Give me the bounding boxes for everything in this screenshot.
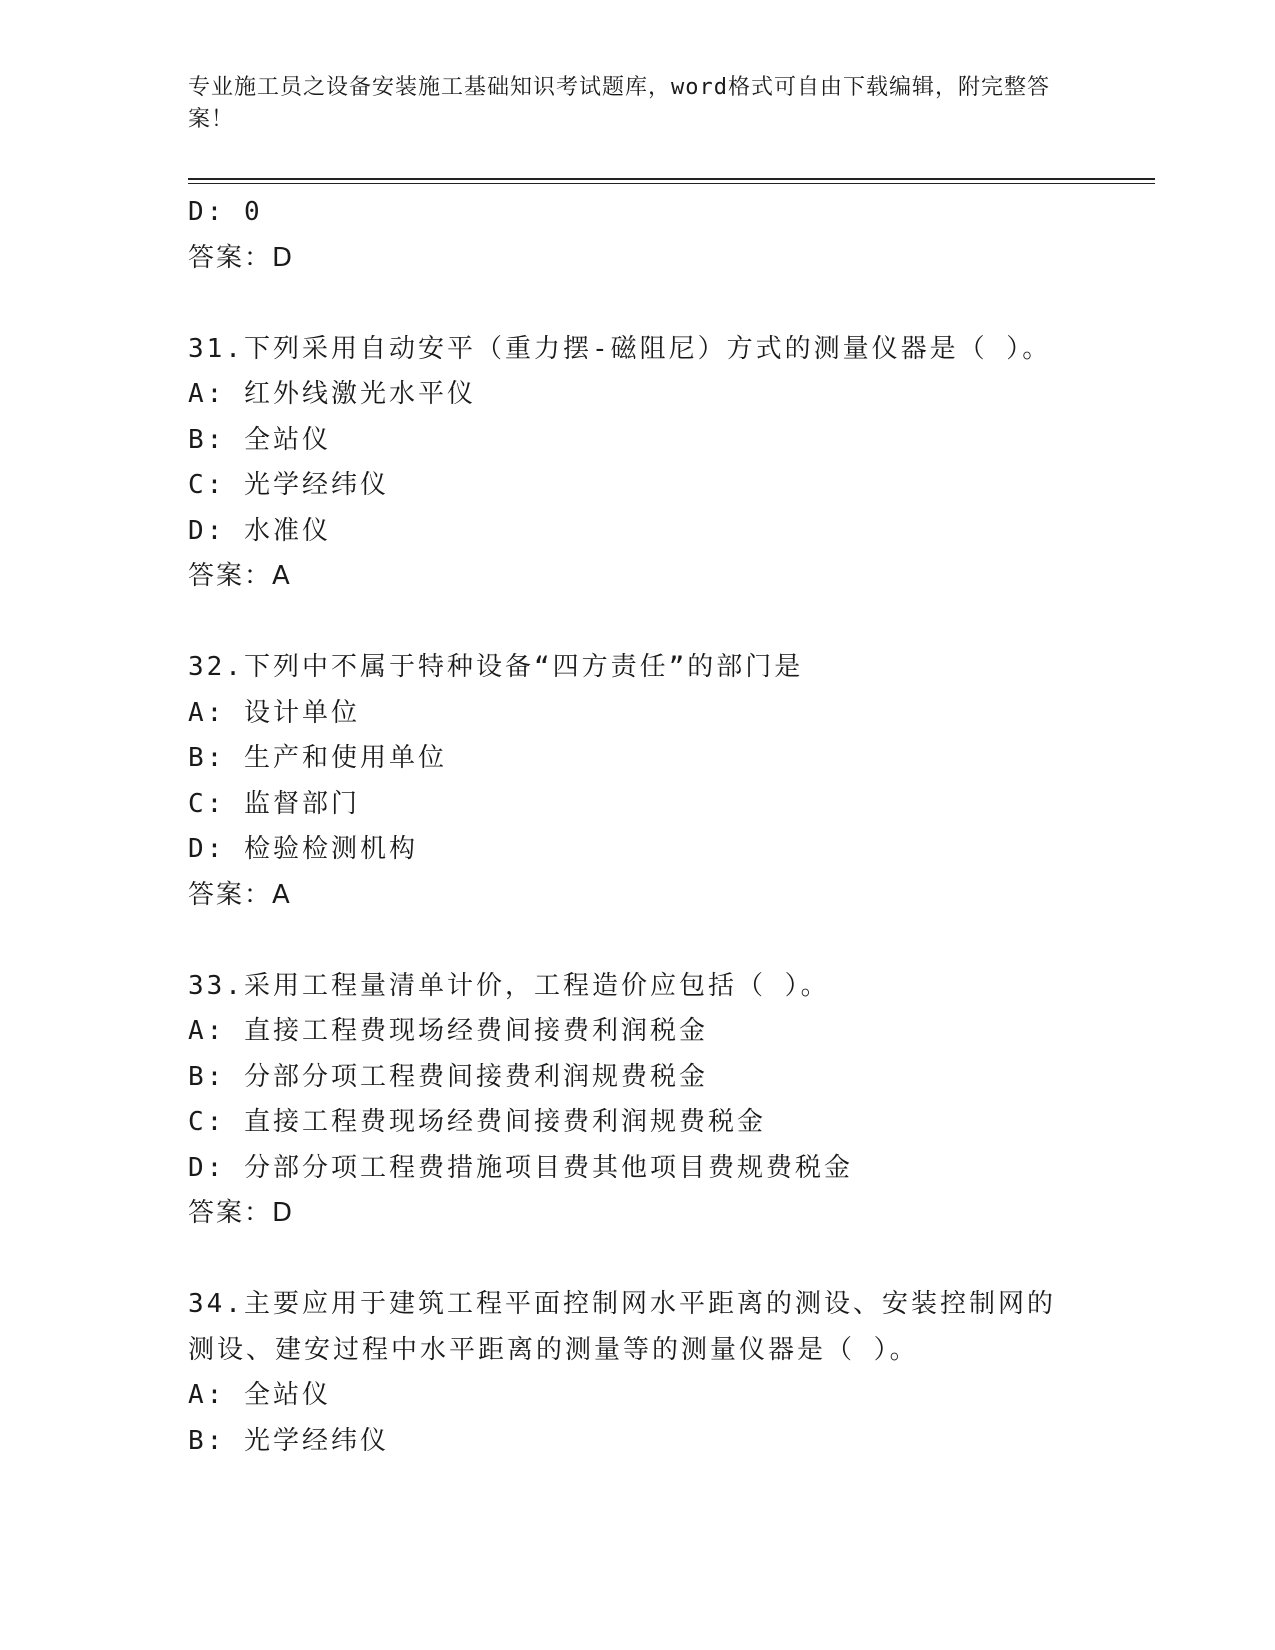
- option-a: A: 红外线激光水平仪: [188, 379, 476, 409]
- option-d: D: 检验检测机构: [188, 834, 418, 864]
- option-c: C: 监督部门: [188, 788, 360, 819]
- question-31: 31.下列采用自动安平（重力摆-磁阻尼）方式的测量仪器是（ ）。: [188, 333, 1052, 364]
- answer: 答案：A: [188, 561, 292, 591]
- answer: 答案：D: [188, 1198, 295, 1228]
- header-divider-thin: [188, 183, 1155, 184]
- header-divider-thick: [188, 178, 1155, 180]
- option-a: A: 直接工程费现场经费间接费利润税金: [188, 1016, 708, 1046]
- answer: 答案：A: [188, 879, 292, 910]
- option-b: B: 分部分项工程费间接费利润规费税金: [188, 1061, 708, 1092]
- spacer: [188, 1237, 1088, 1283]
- option-b: B: 光学经纬仪: [188, 1425, 389, 1456]
- option-d: D: 分部分项工程费措施项目费其他项目费规费税金: [188, 1152, 853, 1183]
- answer: 答案：D: [188, 242, 295, 273]
- option-c: C: 光学经纬仪: [188, 470, 389, 500]
- document-header: 专业施工员之设备安装施工基础知识考试题库，word格式可自由下载编辑，附完整答案！: [188, 75, 1050, 132]
- question-33: 33.采用工程量清单计价，工程造价应包括（ ）。: [188, 970, 830, 1001]
- option-a: A: 设计单位: [188, 697, 360, 728]
- option-a: A: 全站仪: [188, 1380, 331, 1410]
- question-list: [188, 190, 1088, 1464]
- question-34: 34.主要应用于建筑工程平面控制网水平距离的测设、安装控制网的测设、建安过程中水平距离的测量等的测量仪器是（ ）。: [188, 1289, 1056, 1365]
- spacer: [188, 918, 1088, 964]
- question-32: 32.下列中不属于特种设备“四方责任”的部门是: [188, 652, 804, 682]
- option-b: B: 生产和使用单位: [188, 743, 447, 773]
- spacer: [188, 281, 1088, 327]
- option-d: D: 0: [188, 197, 263, 227]
- option-c: C: 直接工程费现场经费间接费利润规费税金: [188, 1107, 766, 1137]
- spacer: [188, 600, 1088, 646]
- option-b: B: 全站仪: [188, 424, 331, 455]
- option-d: D: 水准仪: [188, 515, 331, 546]
